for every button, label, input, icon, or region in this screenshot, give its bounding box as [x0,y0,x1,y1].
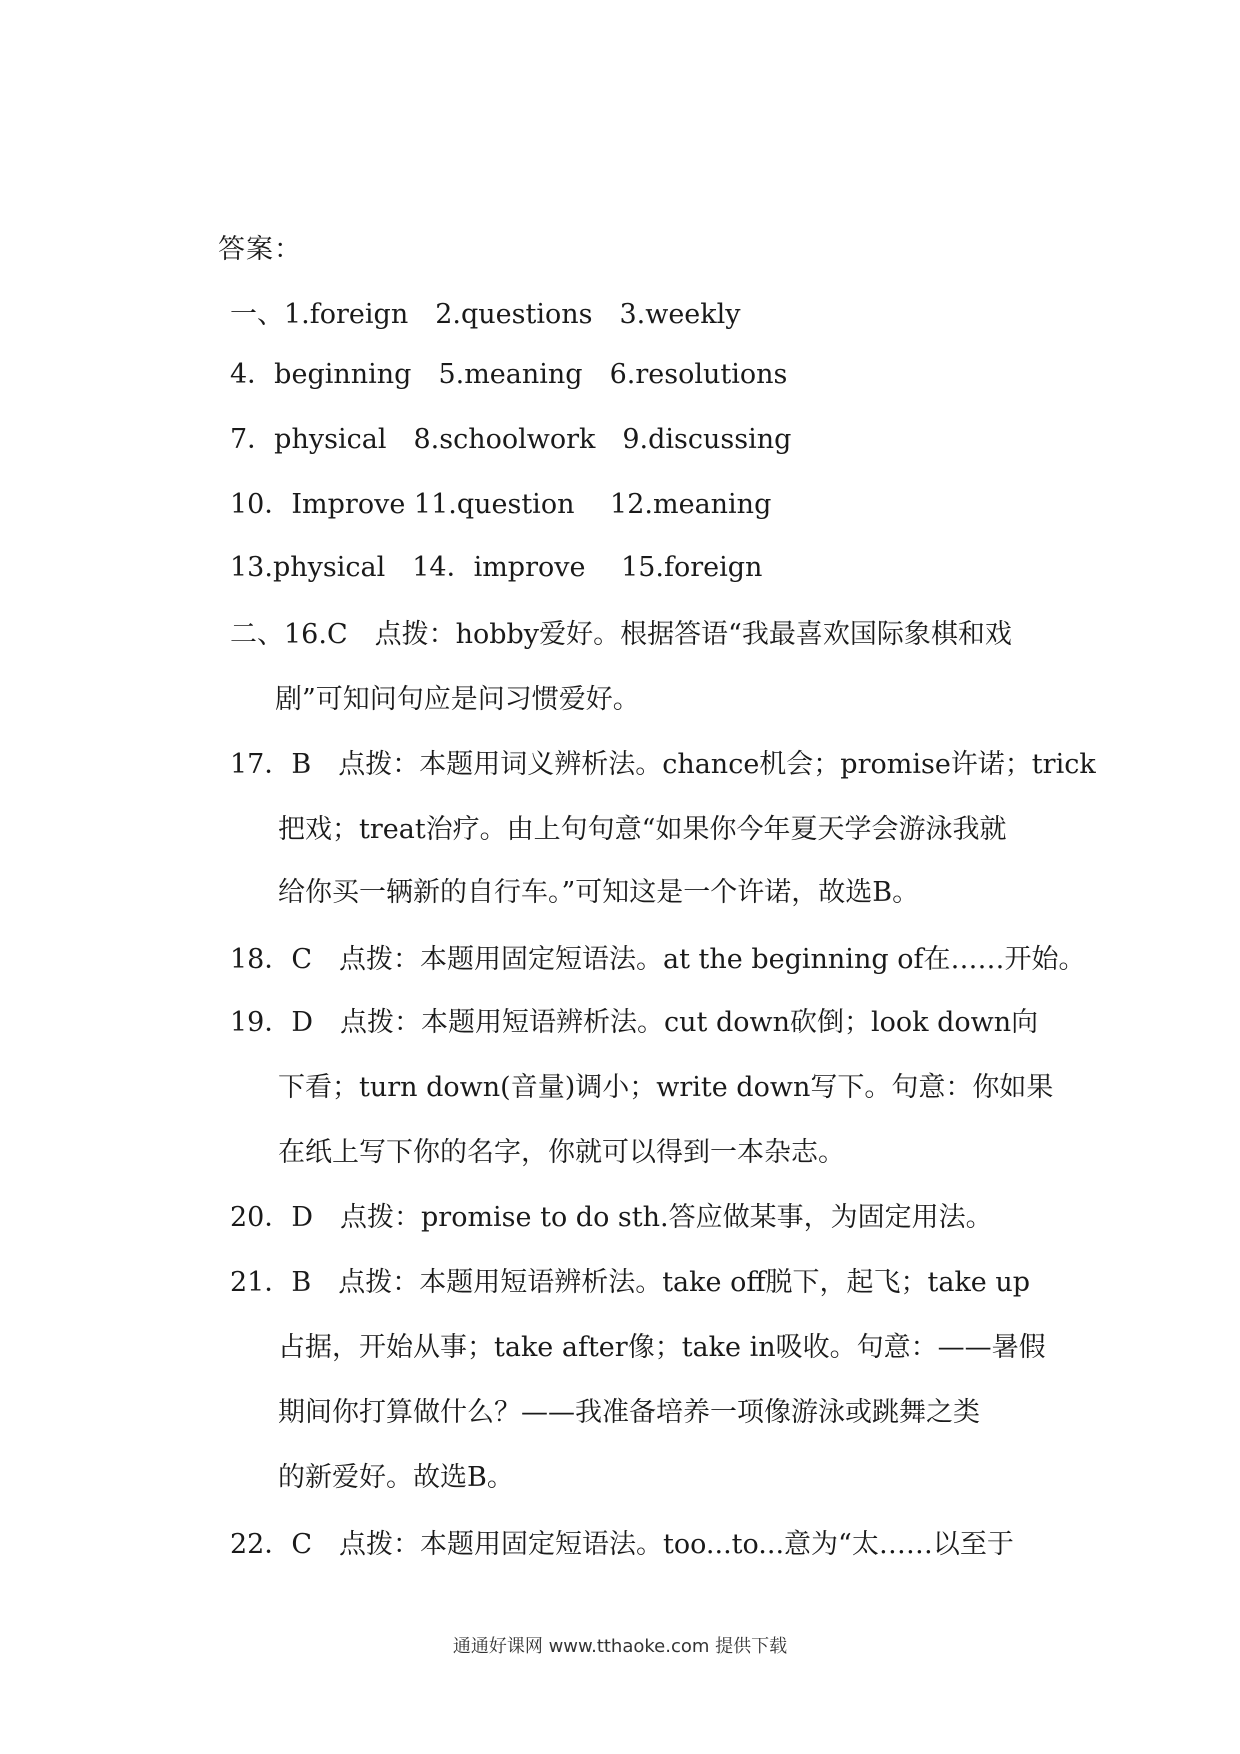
answer-line: 4．beginning 5.meaning 6.resolutions [230,359,788,390]
answer-line: 20．D 点拨：promise to do sth.答应做某事，为固定用法。 [230,1202,993,1233]
answer-line: 19．D 点拨：本题用短语辨析法。cut down砍倒；look down向 [230,1007,1039,1038]
answer-line: 7．physical 8.schoolwork 9.discussing [230,424,792,455]
answer-line: 22．C 点拨：本题用固定短语法。too...to...意为“太……以至于 [230,1529,1014,1560]
answer-line: 的新爱好。故选B。 [278,1462,514,1493]
answer-line: 在纸上写下你的名字，你就可以得到一本杂志。 [278,1137,845,1168]
answer-line: 18．C 点拨：本题用固定短语法。at the beginning of在……开始。 [230,944,1086,975]
answer-line: 17．B 点拨：本题用词义辨析法。chance机会；promise许诺；trick [230,749,1096,780]
answer-line: 13.physical 14．improve 15.foreign [230,552,763,583]
answer-line: 给你买一辆新的自行车。”可知这是一个许诺，故选B。 [278,877,920,908]
answer-line: 剧”可知问句应是问习惯爱好。 [275,684,640,715]
answer-line: 期间你打算做什么？——我准备培养一项像游泳或跳舞之类 [278,1397,980,1428]
answer-line: 一、1.foreign 2.questions 3.weekly [230,299,741,330]
answer-line: 10．Improve 11.question 12.meaning [230,489,772,520]
footer-watermark: 通通好课网 www.tthaoke.com 提供下载 [452,1636,788,1657]
answer-line: 占据，开始从事；take after像；take in吸收。句意：——暑假 [278,1332,1046,1363]
answer-line: 把戏；treat治疗。由上句句意“如果你今年夏天学会游泳我就 [278,814,1007,845]
answers-heading: 答案： [218,234,302,265]
answer-line: 下看；turn down(音量)调小；write down写下。句意：你如果 [278,1072,1054,1103]
answer-line: 二、16.C 点拨：hobby爱好。根据答语“我最喜欢国际象棋和戏 [230,619,1012,650]
answer-line: 21．B 点拨：本题用短语辨析法。take off脱下，起飞；take up [230,1267,1031,1298]
